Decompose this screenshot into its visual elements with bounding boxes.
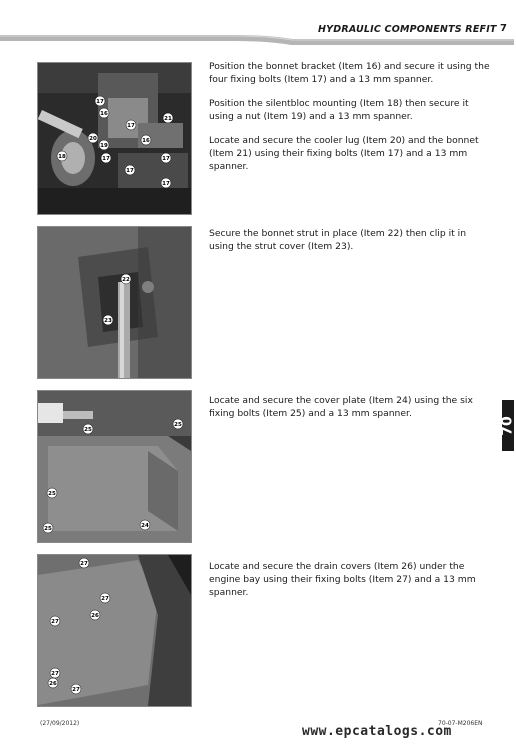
callout-17 [125, 165, 135, 175]
svg-text:23: 23 [104, 318, 112, 324]
svg-text:27: 27 [51, 619, 59, 625]
svg-text:25: 25 [44, 526, 52, 532]
callout-27 [50, 616, 60, 626]
callout-17 [126, 120, 136, 130]
svg-text:27: 27 [101, 596, 109, 602]
callout-27 [79, 558, 89, 568]
svg-text:18: 18 [58, 154, 66, 160]
callout-22 [121, 274, 131, 284]
callout-26 [90, 610, 100, 620]
svg-text:17: 17 [127, 123, 135, 129]
step-1-text [209, 60, 491, 184]
callout-27 [71, 684, 81, 694]
callout-23 [103, 315, 113, 325]
footer-date: (27/09/2012) [40, 720, 80, 727]
svg-text:25: 25 [48, 491, 56, 497]
callout-17 [161, 178, 171, 188]
svg-text:27: 27 [51, 671, 59, 677]
callout-25 [83, 424, 93, 434]
step-1-paragraph: Position the silentbloc mounting (Item 18) then secure it using a nut (Item 19) and a 13 mm spanner. [209, 98, 469, 122]
callout-18 [57, 151, 67, 161]
svg-text:22: 22 [122, 277, 130, 283]
step-1-paragraph: Position the bonnet bracket (Item 16) and secure it using the four fixing bolts (Item 17) and a 13 mm spanner. [209, 61, 490, 85]
svg-text:17: 17 [102, 156, 110, 162]
callout-16 [99, 108, 109, 118]
callout-27 [100, 593, 110, 603]
step-3-paragraph: Locate and secure the cover plate (Item 24) using the six fixing bolts (Item 25) and a 13 mm spanner. [209, 395, 473, 419]
svg-text:24: 24 [141, 523, 149, 529]
footer-doc-ref: 70-07-M206EN [438, 720, 483, 727]
svg-text:19: 19 [100, 143, 108, 149]
callout-20 [88, 133, 98, 143]
svg-text:17: 17 [162, 156, 170, 162]
step-1-photo [37, 62, 192, 215]
svg-text:25: 25 [84, 427, 92, 433]
svg-text:17: 17 [162, 181, 170, 187]
step-2-text [209, 227, 491, 264]
callout-25 [43, 523, 53, 533]
header-title: HYDRAULIC COMPONENTS REFIT [318, 24, 497, 35]
svg-text:16: 16 [100, 111, 108, 117]
step-1-paragraph: Locate and secure the cooler lug (Item 20) and the bonnet (Item 21) using their fixing bolts (Item 17) and a 13 mm spanner. [209, 135, 479, 172]
callout-25 [47, 488, 57, 498]
svg-text:17: 17 [96, 99, 104, 105]
svg-text:26: 26 [91, 613, 99, 619]
section-tab-label: 70 [500, 415, 516, 436]
svg-text:26: 26 [49, 681, 57, 687]
callout-26 [48, 678, 58, 688]
page-number: 7 [500, 23, 507, 34]
callout-17 [95, 96, 105, 106]
svg-text:25: 25 [174, 422, 182, 428]
step-2-photo [37, 226, 192, 379]
step-4-photo [37, 554, 192, 707]
step-4-paragraph: Locate and secure the drain covers (Item 26) under the engine bay using their fixing bolts (Item 27) and a 13 mm spanner. [209, 561, 476, 598]
watermark: www.epcatalogs.com [302, 724, 452, 739]
step-3-text [209, 394, 491, 431]
callout-19 [99, 140, 109, 150]
callout-17 [101, 153, 111, 163]
svg-text:16: 16 [142, 138, 150, 144]
svg-text:20: 20 [89, 136, 97, 142]
svg-text:21: 21 [164, 116, 172, 122]
callout-25 [173, 419, 183, 429]
step-4-text [209, 560, 491, 610]
svg-text:27: 27 [72, 687, 80, 693]
step-3-photo [37, 390, 192, 543]
callout-24 [140, 520, 150, 530]
callout-16 [141, 135, 151, 145]
section-tab [502, 400, 514, 451]
callout-27 [50, 668, 60, 678]
svg-text:27: 27 [80, 561, 88, 567]
callout-17 [161, 153, 171, 163]
step-2-paragraph: Secure the bonnet strut in place (Item 22) then clip it in using the strut cover (Item 23). [209, 228, 467, 252]
svg-text:17: 17 [126, 168, 134, 174]
callout-21 [163, 113, 173, 123]
